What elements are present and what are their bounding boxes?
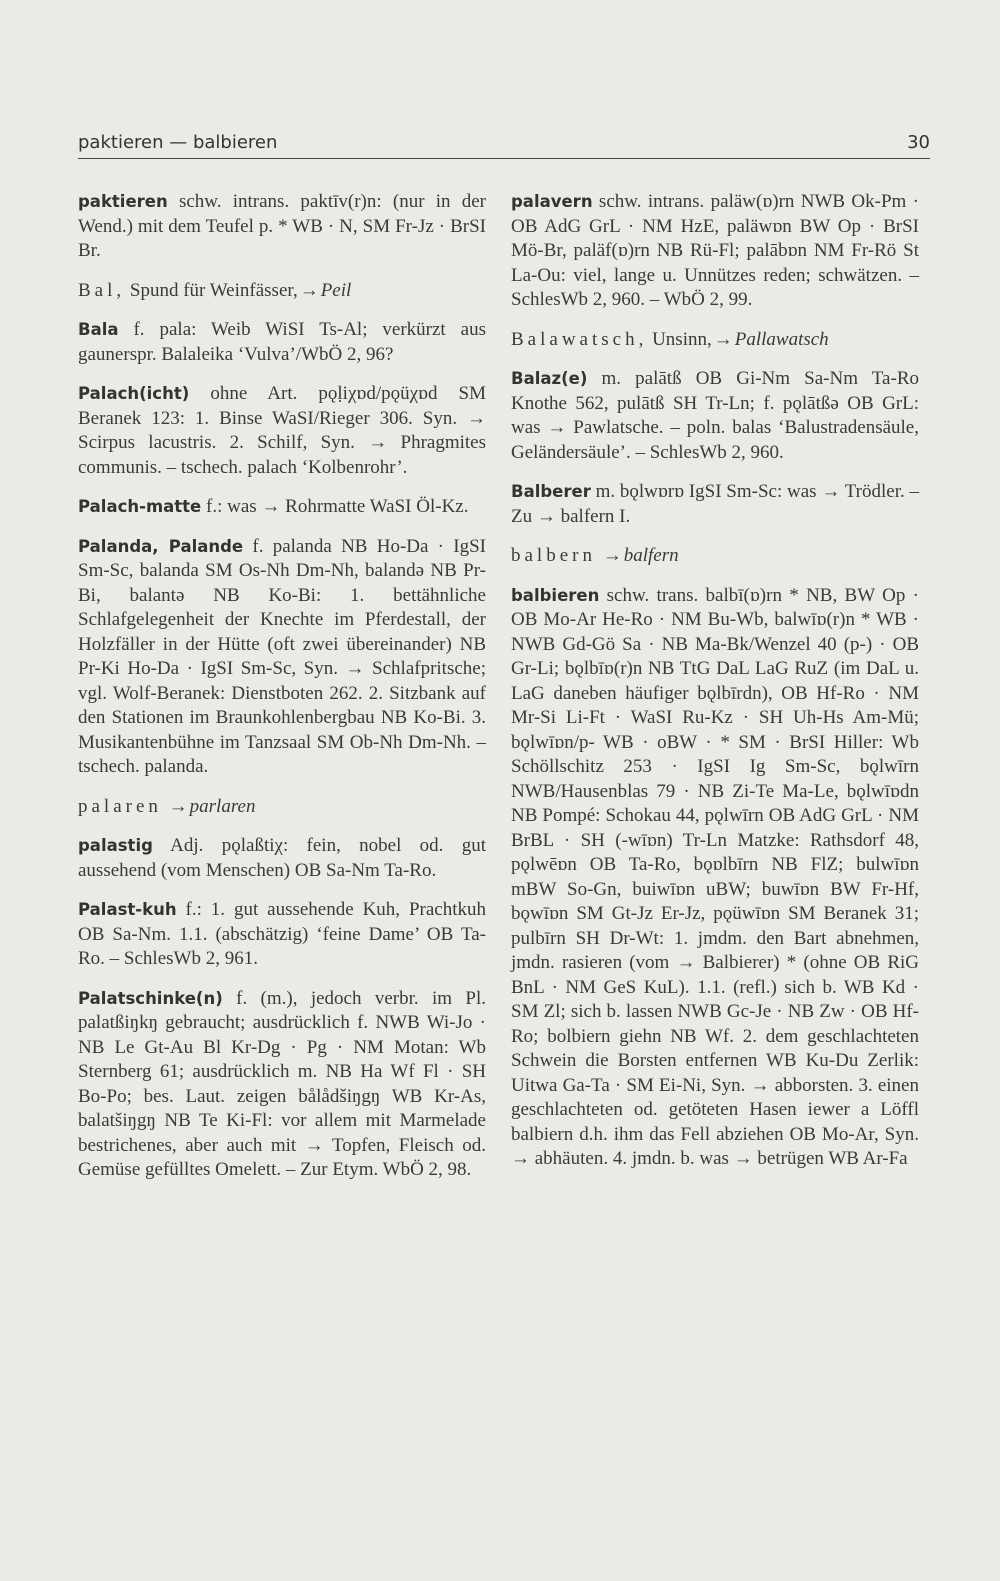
dictionary-entry-balberer	[511, 480, 919, 529]
dictionary-entry-palavern	[511, 190, 919, 313]
dictionary-entry-balbern	[511, 544, 919, 569]
entry-body: Spund für Weinfässer,	[125, 279, 298, 301]
entry-headword: palavern	[511, 192, 593, 211]
cross-reference-arrow: →	[713, 328, 733, 350]
entry-headword: Palatschinke(n)	[78, 988, 223, 1008]
dictionary-entry-balaz	[511, 367, 919, 465]
entry-body: f. palanda NB Ho-Da · IgSI Sm-Sc, balanda SM Os-Nh Dm-Nh, balandə NB Pr-Bi, balantə NB Ko-Bi: 1. bettähnliche Schlafgelegenheit der Knechte im Pferdestall, der Holzfäller in der Hütte (oft zwei übereinander) NB Pr-Ki Ho-Da · IgSI Sm-Sc, Syn. → Schlafpritsche; vgl. Wolf-Beranek: Dienstboten 262. 2. Sitzbank auf den Stationen im Braunkohlenbergbau NB Ko-Bi. 3. Musikantenbühne im Tanzsaal SM Ob-Nh Dm-Nh. – tschech. palanda.	[78, 535, 486, 777]
entry-body: f.: was → Rohrmatte WaSI Öl-Kz.	[201, 496, 469, 517]
entry-headword: Palach(icht)	[78, 384, 190, 403]
entry-body: schw. trans. balbī(ɒ)rn * NB, BW Op · OB Mo-Ar He-Ro · NM Bu-Wb, balwīɒ(r)n * WB · NWB Gd-Gö Sa · NB Ma-Bk/Wenzel 40 (p-) · OB Gr-Li; bǫlbīɒ(r)n NB TtG DaL LaG RuZ (im DaL u. LaG daneben häufiger bǫlbīrdn), OB Hf-Ro · NM Mr-Si Li-Ft · WaSI Ru-Kz · SH Uh-Hs Am-Mü; bǫlwīɒn/p- WB · oBW · * SM · BrSI Hiller: Wb Schöllschitz 253 · IgSI Ig Sm-Sc, bǫlwīrn NWB/Hausenblas 79 · NB Zi-Te Ma-Le, bǫlwīɒdn NB Pompé: Schokau 44, pǫlwīrn OB AdG GrL · NM BrBL · SH (-wīɒn) Tr-Ln Matzke: Rathsdorf 48, pǫlwēɒn OB Ta-Ro, bǫɒlbīrn NB FlZ; bulwīɒn mBW So-Gn, buiwīɒn uBW; buwīɒn BW Fr-Hf, bǫwīɒn SM Gt-Jz Er-Jz, pǫüwīɒn SM Beranek 31; pulbīrn SH Dr-Wt: 1. jmdm. den Bart abnehmen, jmdn. rasieren (vom → Balbierer) * (ohne OB RiG BnL · NM GeS KuL). 1.1. (refl.) sich b. WB Kd · SM Zl; sich b. lassen NWB Gc-Je · NB Zw · OB Hf-Ro; bolbiern giehn NB Wf. 2. dem geschlachteten Schwein die Borsten entfernen WB Ku-Du Zerlik: Uitwa Ga-Ta · SM Ei-Ni, Syn. → abborsten. 3. einen geschlachteten od. getöteten Hasen iewer a Löffl balbiern d.h. ihm das Fell abziehen OB Mo-Ar, Syn. → abhäuten. 4. jmdn. b. was → betrügen WB Ar-Fa	[511, 584, 919, 1169]
entry-lemma: balbern	[511, 545, 596, 566]
dictionary-entry-palatschinke	[78, 987, 486, 1183]
entry-headword: Palast-kuh	[78, 900, 177, 919]
entry-body: schw. intrans. paktīv(r)n: (nur in der Wend.) mit dem Teufel p. * WB · N, SM Fr-Jz · BrSI Br.	[78, 191, 486, 261]
dictionary-entry-palastig	[78, 834, 486, 883]
entry-body: ohne Art. pǫḷiχɒd/pǫüχɒd SM Beranek 123: 1. Binse WaSI/Rieger 306. Syn. → Scirpus lacustris. 2. Schilf, Syn. → Phragmites communis. – tschech. palach ‘Kolbenrohr’.	[78, 383, 486, 478]
entry-headword: balbieren	[511, 585, 600, 605]
header-rule	[78, 158, 930, 159]
entry-headword: Bala	[78, 320, 119, 339]
cross-reference-target: Pallawatsch	[734, 328, 829, 350]
cross-reference-target: balfern	[623, 545, 679, 566]
entry-headword: Balberer	[511, 482, 591, 501]
left-column	[78, 190, 486, 1198]
dictionary-entry-balbieren	[511, 584, 919, 1172]
cross-reference-arrow: →	[168, 795, 188, 817]
entry-lemma: Balawatsch,	[511, 328, 648, 350]
dictionary-entry-palach-matte	[78, 495, 486, 520]
entry-body: f.: 1. gut aussehende Kuh, Prachtkuh OB Sa-Nm. 1.1. (abschätzig) ‘feine Dame’ OB Ta-Ro. – SchlesWb 2, 961.	[78, 899, 486, 969]
running-header	[78, 132, 930, 153]
cross-reference-arrow: →	[299, 279, 319, 301]
dictionary-entry-palast-kuh	[78, 898, 486, 972]
dictionary-entry-balawatsch	[511, 328, 919, 353]
entry-headword: paktieren	[78, 192, 168, 211]
entry-body: Adj. pǫlaßtiχ: fein, nobel od. gut aussehend (vom Menschen) OB Sa-Nm Ta-Ro.	[78, 835, 486, 881]
entry-body: m. palātß OB Gi-Nm Sa-Nm Ta-Ro Knothe 562, pulātß SH Tr-Ln; f. pǫlātßə OB GrL: was → Pawlatsche. – poln. balas ‘Balustradensäule, Geländersäule’. – SchlesWb 2, 960.	[511, 368, 919, 463]
entry-lemma: Bal,	[78, 279, 126, 301]
cross-reference-arrow: →	[602, 545, 622, 566]
dictionary-entry-palach	[78, 382, 486, 480]
dictionary-entry-palaren	[78, 795, 486, 820]
entry-body	[162, 796, 167, 817]
entry-body: schw. intrans. paläw(ɒ)rn NWB Ok-Pm · OB AdG GrL · NM HzE, paläwɒn BW Op · BrSI Mö-Br, paläf(ɒ)rn NB Rü-Fl; palābɒn NM Fr-Rö St La-Ou: viel, lange u. Unnützes reden; schwätzen. – SchlesWb 2, 960. – WbÖ 2, 99.	[511, 191, 919, 310]
dictionary-entry-bala	[78, 318, 486, 367]
entry-lemma: palaren	[78, 795, 162, 817]
right-column	[511, 190, 919, 1187]
entry-body: Unsinn,	[647, 328, 712, 350]
page-number: 30	[907, 132, 930, 153]
entry-body: f. (m.), jedoch verbr. im Pl. palatßiŋkŋ gebraucht; ausdrücklich f. NWB Wi-Jo · NB Le Gt-Au Bl Kr-Dg · Pg · NM Motan: Wb Sternberg 61; ausdrücklich m. NB Ha Wf Fl · SH Bo-Po; bes. Laut. zeigen bålådšiŋgŋ WB Kr-As, balatšiŋgŋ NB Te Ki-Fl: vor allem mit Marmelade bestrichenes, aber auch mit → Topfen, Fleisch od. Gemüse gefülltes Omelett. – Zur Etym. WbÖ 2, 98.	[78, 987, 486, 1180]
entry-body: f. pala: Weib WiSI Ts-Al; verkürzt aus gaunerspr. Balaleika ‘Vulva’/WbÖ 2, 96?	[78, 319, 486, 365]
entry-headword: Balaz(e)	[511, 369, 588, 388]
entry-headword: Palanda, Palande	[78, 536, 244, 556]
header-range: paktieren — balbieren	[78, 132, 278, 153]
dictionary-entry-bal	[78, 279, 486, 304]
entry-headword: palastig	[78, 836, 153, 855]
entry-body: m. bǫlwɒrɒ IgSI Sm-Sc: was → Trödler. – Zu → balfern I.	[511, 481, 919, 527]
cross-reference-target: Peil	[320, 279, 352, 301]
cross-reference-target: parlaren	[189, 795, 256, 817]
dictionary-entry-paktieren	[78, 190, 486, 264]
dictionary-entry-palanda	[78, 535, 486, 780]
entry-headword: Palach-matte	[78, 497, 202, 516]
